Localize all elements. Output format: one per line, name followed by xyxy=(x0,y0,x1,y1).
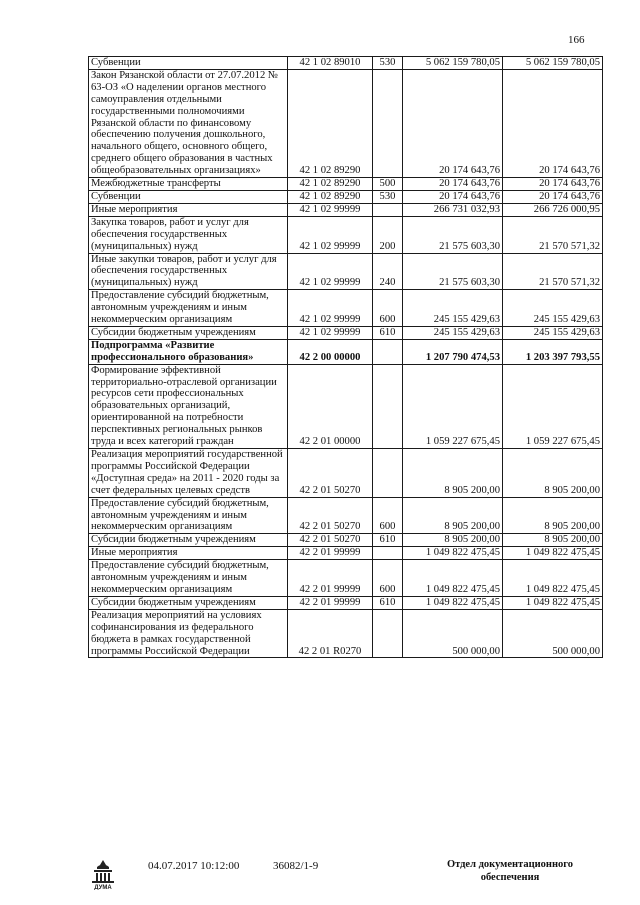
row-sum-2019: 1 059 227 675,45 xyxy=(503,364,603,448)
row-name: Закон Рязанской области от 27.07.2012 № 63-ОЗ «О наделении органов местного самоуправления отдельными государственными полномочиями Рязанской области по финансовому обеспечению получения дошкольного, начального общего, основного общего, среднего общего образования в частных общеобразовательных организациях» xyxy=(89,69,288,177)
budget-table-body xyxy=(89,57,603,658)
row-sum-2018: 500 000,00 xyxy=(403,609,503,658)
table-row xyxy=(89,364,603,448)
row-sum-2018: 21 575 603,30 xyxy=(403,216,503,253)
table-row xyxy=(89,253,603,290)
row-sum-2018: 1 059 227 675,45 xyxy=(403,364,503,448)
table-row xyxy=(89,216,603,253)
row-code: 42 2 00 00000 xyxy=(288,339,373,364)
row-code: 42 1 02 99999 xyxy=(288,290,373,327)
row-name: Закупка товаров, работ и услуг для обеспечения государственных (муниципальных) нужд xyxy=(89,216,288,253)
row-name: Иные закупки товаров, работ и услуг для обеспечения государственных (муниципальных) нужд xyxy=(89,253,288,290)
row-type: 600 xyxy=(373,560,403,597)
row-sum-2019: 1 049 822 475,45 xyxy=(503,560,603,597)
row-sum-2019: 1 049 822 475,45 xyxy=(503,547,603,560)
row-code: 42 2 01 50270 xyxy=(288,534,373,547)
row-sum-2019: 21 570 571,32 xyxy=(503,216,603,253)
footer-department-line2: обеспечения xyxy=(480,872,540,883)
duma-logo-icon xyxy=(88,858,118,890)
row-code: 42 1 02 99999 xyxy=(288,253,373,290)
row-name: Иные мероприятия xyxy=(89,203,288,216)
row-sum-2019: 5 062 159 780,05 xyxy=(503,57,603,70)
row-type: 240 xyxy=(373,253,403,290)
row-name: Формирование эффективной территориально-отраслевой организации ресурсов сети профессиональных образовательных организаций, ориентированной на потребности перспективных региональных рынков труда и всех категорий граждан xyxy=(89,364,288,448)
footer-doc-number: 36082/1-9 xyxy=(273,860,319,872)
row-sum-2018: 1 049 822 475,45 xyxy=(403,560,503,597)
table-row xyxy=(89,596,603,609)
row-name: Иные мероприятия xyxy=(89,547,288,560)
row-sum-2019: 20 174 643,76 xyxy=(503,69,603,177)
row-sum-2019: 20 174 643,76 xyxy=(503,178,603,191)
row-sum-2019: 8 905 200,00 xyxy=(503,534,603,547)
page-number: 166 xyxy=(568,34,585,46)
table-row xyxy=(89,190,603,203)
row-name: Субвенции xyxy=(89,57,288,70)
row-type: 530 xyxy=(373,57,403,70)
table-row xyxy=(89,497,603,534)
table-row xyxy=(89,339,603,364)
table-row xyxy=(89,203,603,216)
row-sum-2019: 8 905 200,00 xyxy=(503,449,603,498)
row-sum-2019: 245 155 429,63 xyxy=(503,326,603,339)
row-sum-2018: 245 155 429,63 xyxy=(403,326,503,339)
row-code: 42 1 02 99999 xyxy=(288,203,373,216)
row-name: Предоставление субсидий бюджетным, автономным учреждениям и иным некоммерческим организациям xyxy=(89,560,288,597)
row-code: 42 2 01 00000 xyxy=(288,364,373,448)
row-name: Подпрограмма «Развитие профессионального образования» xyxy=(89,339,288,364)
row-code: 42 2 01 99999 xyxy=(288,596,373,609)
row-sum-2018: 1 207 790 474,53 xyxy=(403,339,503,364)
budget-table xyxy=(88,56,603,658)
row-type xyxy=(373,609,403,658)
row-sum-2018: 20 174 643,76 xyxy=(403,178,503,191)
row-name: Реализация мероприятий государственной программы Российской Федерации «Доступная среда» на 2011 - 2020 годы за счет федеральных целевых средств xyxy=(89,449,288,498)
row-sum-2018: 266 731 032,93 xyxy=(403,203,503,216)
row-name: Предоставление субсидий бюджетным, автономным учреждениям и иным некоммерческим организациям xyxy=(89,497,288,534)
row-code: 42 1 02 89290 xyxy=(288,190,373,203)
table-row xyxy=(89,547,603,560)
row-sum-2018: 1 049 822 475,45 xyxy=(403,596,503,609)
row-type: 610 xyxy=(373,534,403,547)
table-row xyxy=(89,178,603,191)
row-type: 200 xyxy=(373,216,403,253)
row-sum-2018: 8 905 200,00 xyxy=(403,497,503,534)
row-type xyxy=(373,69,403,177)
row-type xyxy=(373,547,403,560)
row-sum-2018: 1 049 822 475,45 xyxy=(403,547,503,560)
footer xyxy=(0,858,640,898)
table-row xyxy=(89,326,603,339)
row-sum-2018: 21 575 603,30 xyxy=(403,253,503,290)
row-type: 610 xyxy=(373,326,403,339)
row-sum-2018: 5 062 159 780,05 xyxy=(403,57,503,70)
table-row xyxy=(89,534,603,547)
row-sum-2018: 20 174 643,76 xyxy=(403,69,503,177)
row-name: Межбюджетные трансферты xyxy=(89,178,288,191)
row-sum-2018: 8 905 200,00 xyxy=(403,449,503,498)
row-name: Субсидии бюджетным учреждениям xyxy=(89,534,288,547)
row-name: Субвенции xyxy=(89,190,288,203)
row-code: 42 2 01 99999 xyxy=(288,547,373,560)
row-sum-2018: 20 174 643,76 xyxy=(403,190,503,203)
row-code: 42 1 02 89290 xyxy=(288,69,373,177)
row-code: 42 1 02 89290 xyxy=(288,178,373,191)
row-sum-2019: 1 049 822 475,45 xyxy=(503,596,603,609)
table-row xyxy=(89,449,603,498)
row-name: Реализация мероприятий на условиях софинансирования из федерального бюджета в рамках государственной программы Российской Федерации xyxy=(89,609,288,658)
table-row xyxy=(89,69,603,177)
row-type: 600 xyxy=(373,290,403,327)
row-code: 42 2 01 50270 xyxy=(288,497,373,534)
row-code: 42 1 02 99999 xyxy=(288,216,373,253)
row-type: 500 xyxy=(373,178,403,191)
row-sum-2019: 500 000,00 xyxy=(503,609,603,658)
row-code: 42 2 01 99999 xyxy=(288,560,373,597)
table-row xyxy=(89,609,603,658)
footer-department xyxy=(430,858,590,884)
logo-text: ДУМА xyxy=(94,885,112,890)
row-code: 42 2 01 50270 xyxy=(288,449,373,498)
row-sum-2019: 266 726 000,95 xyxy=(503,203,603,216)
row-name: Субсидии бюджетным учреждениям xyxy=(89,326,288,339)
row-sum-2019: 21 570 571,32 xyxy=(503,253,603,290)
row-type: 530 xyxy=(373,190,403,203)
row-code: 42 2 01 R0270 xyxy=(288,609,373,658)
row-type xyxy=(373,203,403,216)
row-type xyxy=(373,364,403,448)
row-sum-2018: 8 905 200,00 xyxy=(403,534,503,547)
table-row xyxy=(89,57,603,70)
row-sum-2019: 1 203 397 793,55 xyxy=(503,339,603,364)
row-name: Предоставление субсидий бюджетным, автономным учреждениям и иным некоммерческим организациям xyxy=(89,290,288,327)
row-type: 600 xyxy=(373,497,403,534)
row-type xyxy=(373,339,403,364)
row-sum-2018: 245 155 429,63 xyxy=(403,290,503,327)
row-sum-2019: 8 905 200,00 xyxy=(503,497,603,534)
footer-department-line1: Отдел документационного xyxy=(446,859,574,870)
row-sum-2019: 245 155 429,63 xyxy=(503,290,603,327)
table-row xyxy=(89,560,603,597)
row-sum-2019: 20 174 643,76 xyxy=(503,190,603,203)
footer-date: 04.07.2017 10:12:00 xyxy=(148,860,240,872)
row-type xyxy=(373,449,403,498)
row-code: 42 1 02 99999 xyxy=(288,326,373,339)
row-type: 610 xyxy=(373,596,403,609)
row-name: Субсидии бюджетным учреждениям xyxy=(89,596,288,609)
row-code: 42 1 02 89010 xyxy=(288,57,373,70)
table-row xyxy=(89,290,603,327)
